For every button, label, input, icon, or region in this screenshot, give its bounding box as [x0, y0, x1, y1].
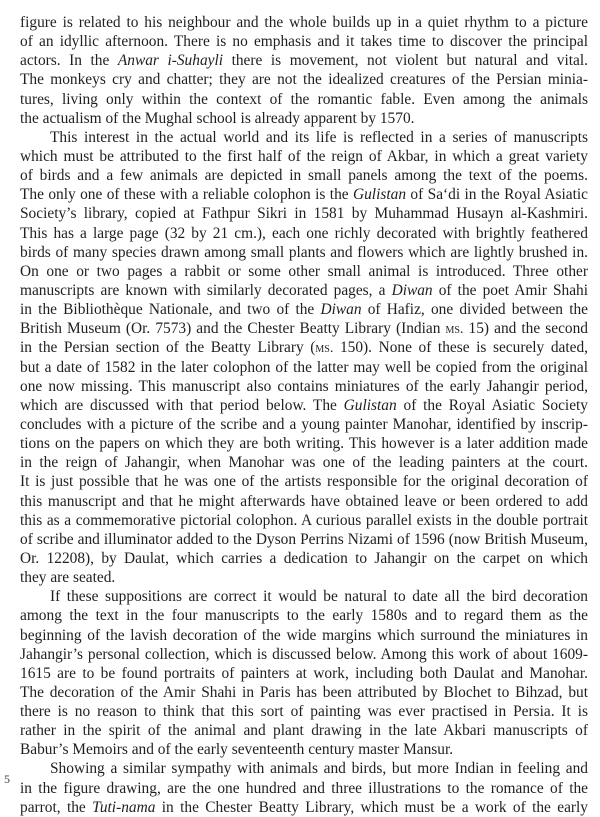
text-segment: they are seated.: [20, 569, 116, 587]
text-line: [20, 740, 588, 759]
text-line: [20, 147, 588, 166]
text-line: [20, 13, 588, 32]
italic-title: Tuti-nama: [92, 798, 156, 816]
text-line: [20, 109, 588, 128]
text-line: [20, 90, 588, 109]
text-line: [20, 128, 588, 147]
text-segment: It is just possible that he was one of the artists responsible for the original decoration of: [20, 473, 588, 491]
document-body: [20, 13, 588, 817]
text-segment: of scribe and illuminator added to the Dyson Perrins Nizami of 1596 (now British Museum,: [20, 530, 588, 548]
text-line: [20, 262, 588, 281]
text-segment: Babur’s Memoirs and of the early seventeenth century master Mansur.: [20, 741, 454, 759]
text-line: [20, 721, 588, 740]
text-segment: in the Persian section of the Beatty Library (: [20, 339, 316, 357]
text-line: [20, 779, 588, 798]
text-line: [20, 243, 588, 262]
text-segment: figure is related to his neighbour and the whole builds up in a quiet rhythm to a picture: [20, 14, 588, 31]
text-segment: in the Bibliothèque Nationale, and two of the: [20, 301, 321, 319]
text-segment: but a date of 1582 in the later colophon of the latter may well be copied from the original: [20, 358, 588, 376]
text-line: [20, 492, 588, 511]
text-line: [20, 300, 588, 319]
text-segment: which must be attributed to the first half of the reign of Akbar, in which a great variety: [20, 147, 588, 165]
text-line: [20, 224, 588, 243]
text-line: [20, 319, 588, 338]
text-line: [20, 530, 588, 549]
text-line: [20, 358, 588, 377]
text-segment: this as a commemorative pictorial colophon. A curious parallel exists in the double portrait: [20, 511, 588, 529]
text-line: [20, 396, 588, 415]
text-line: [20, 664, 588, 683]
text-segment: of the Royal Asiatic Society: [396, 396, 588, 414]
text-segment: of the poet Amir Shahi: [432, 281, 588, 299]
text-segment: 15) and the second: [463, 320, 588, 338]
text-segment: beginning of the lavish decoration of the wide margins which surround the miniatures in: [20, 626, 588, 644]
text-segment: in the reign of Jahangir, when Manohar was one of the leading painters at the court.: [20, 454, 588, 472]
text-segment: tures, living only within the context of the romantic fable. Even among the animals: [20, 90, 588, 108]
italic-title: Diwan: [320, 301, 362, 319]
text-segment: of birds and a few animals are depicted in small panels among the text of the poems.: [20, 167, 588, 185]
text-segment: actors. In the: [20, 52, 118, 70]
text-segment: Or. 12208), by Daulat, which carries a dedication to Jahangir on the carpet on which: [20, 549, 588, 567]
text-line: [20, 568, 588, 587]
text-line: [20, 281, 588, 300]
text-segment: there is movement, not violent but natural and vital.: [223, 52, 588, 70]
text-segment: The decoration of the Amir Shahi in Paris has been attributed by Blochet to Bihzad, but: [20, 683, 588, 701]
italic-title: Gulistan: [353, 186, 407, 204]
text-segment: the actualism of the Mughal school is already apparent by 1570.: [20, 109, 415, 127]
text-line: [20, 683, 588, 702]
text-segment: birds of many species drawn among small plants and flowers which are lightly brushed in.: [20, 243, 588, 261]
text-line: [20, 702, 588, 721]
text-segment: This interest in the actual world and its life is reflected in a series of manuscripts: [50, 128, 588, 146]
text-segment: concludes with a picture of the scribe and a young painter Manohar, identified by inscrip-: [20, 415, 588, 433]
text-line: [20, 472, 588, 491]
text-line: [20, 204, 588, 223]
text-line: [20, 166, 588, 185]
text-segment: in the figure drawing, are the one hundred and three illustrations to the romance of the: [20, 779, 588, 797]
text-line: [20, 645, 588, 664]
text-line: [20, 434, 588, 453]
text-line: [20, 606, 588, 625]
small-caps-text: ms.: [445, 321, 464, 338]
text-segment: manuscripts are known with similarly decorated pages, a: [20, 281, 392, 299]
text-segment: Society’s library, copied at Fathpur Sikri in 1581 by Muhammad Husayn al-Kashmiri.: [20, 205, 588, 223]
italic-title: Anwar i-Suhayli: [117, 52, 224, 70]
text-line: [20, 587, 588, 606]
text-line: [20, 511, 588, 530]
text-segment: Jahangir’s personal collection, which is discussed below. Among this work of about 1609-: [20, 645, 588, 663]
text-segment: If these suppositions are correct it would be natural to date all the bird decoration: [50, 588, 588, 606]
text-line: [20, 185, 588, 204]
text-segment: 150). None of these is securely dated,: [333, 339, 588, 357]
text-line: [20, 453, 588, 472]
text-line: [20, 70, 588, 89]
text-line: [20, 415, 588, 434]
text-segment: parrot, the: [20, 798, 93, 816]
text-segment: British Museum (Or. 7573) and the Chester Beatty Library (Indian: [20, 320, 446, 338]
text-line: [20, 51, 588, 70]
text-line: [20, 377, 588, 396]
text-segment: of Sa‘di in the Royal Asiatic: [406, 186, 588, 204]
text-line: [20, 32, 588, 51]
italic-title: Diwan: [391, 281, 433, 299]
text-line: [20, 626, 588, 645]
text-segment: The monkeys cry and chatter; they are not the idealized creatures of the Persian minia-: [20, 71, 588, 89]
text-segment: this manuscript and that he might afterwards have obtained leave or been ordered to add: [20, 492, 588, 510]
text-line: [20, 759, 588, 778]
margin-mark: 5: [4, 772, 10, 786]
text-line: [20, 338, 588, 357]
small-caps-text: ms.: [315, 340, 334, 357]
text-segment: tions on the papers on which they are both writing. This however is a later addition made: [20, 435, 588, 453]
text-segment: among the text in the four manuscripts to the early 1580s and to regard them as the: [20, 607, 588, 625]
text-segment: one now missing. This manuscript also contains miniatures of the early Jahangir period,: [20, 377, 588, 395]
text-segment: Showing a similar sympathy with animals and birds, but more Indian in feeling and: [50, 760, 588, 778]
text-segment: 1615 are to be found portraits of painters at work, including both Daulat and Manohar.: [20, 664, 588, 682]
text-segment: rather in the spirit of the animal and plant drawing in the late Akbari manuscripts of: [20, 722, 588, 740]
text-segment: This has a large page (32 by 21 cm.), each one richly decorated with brightly feathered: [20, 224, 588, 242]
text-segment: in the Chester Beatty Library, which must be a work of the early: [155, 798, 588, 816]
text-line: [20, 549, 588, 568]
text-segment: On one or two pages a rabbit or some other small animal is introduced. Three other: [20, 262, 588, 280]
text-segment: The only one of these with a reliable colophon is the: [20, 186, 353, 204]
text-segment: there is no reason to think that this sort of painting was ever practised in Persia. It is: [20, 703, 588, 721]
text-line: [20, 798, 588, 817]
italic-title: Gulistan: [343, 396, 397, 414]
text-segment: of an idyllic afternoon. There is no emphasis and it takes time to discover the principal: [20, 33, 588, 51]
text-segment: which are discussed with that period below. The: [20, 396, 344, 414]
text-segment: of Hafiz, one divided between the: [361, 301, 588, 319]
